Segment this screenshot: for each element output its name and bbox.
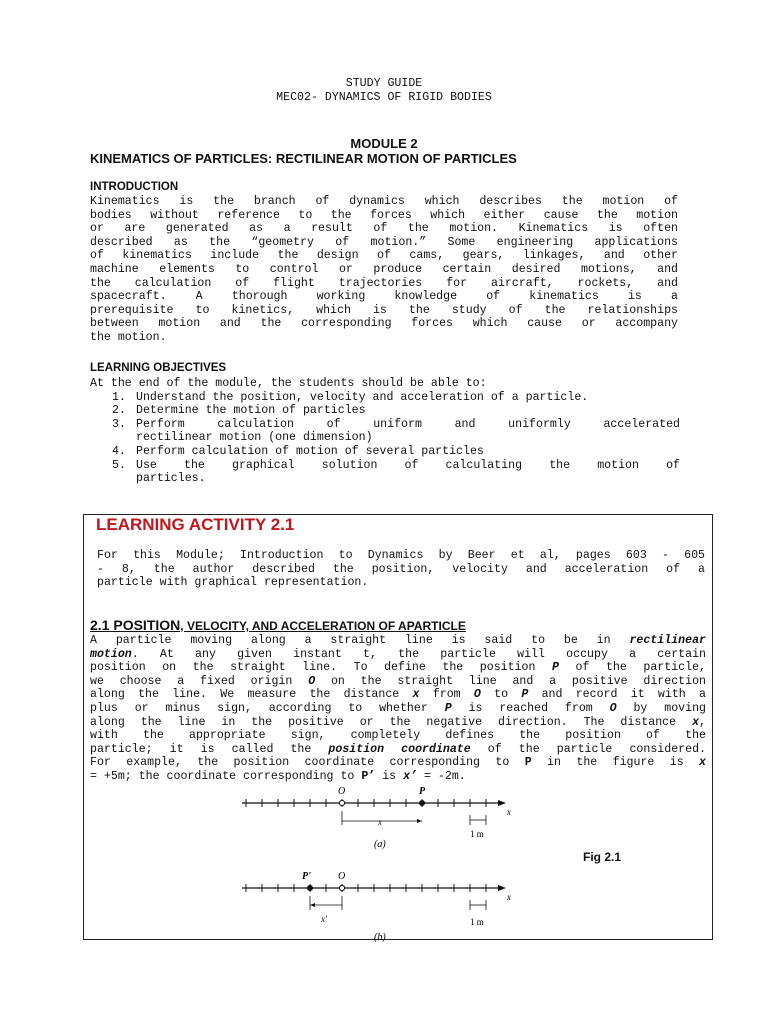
paragraph-line: spacecraft. A thorough working knowledge of kinematics is a [90,290,678,304]
panel-a [242,786,511,850]
panel-a-label: (a) [374,839,386,850]
module-title: MODULE 2 [350,136,418,151]
body-line: along the line in the positive or the negative direction. The distance x, [90,715,706,729]
section-title [90,617,466,633]
learning-activity-intro [97,549,705,590]
objective-text: particles. [136,472,206,486]
body-line: For example, the position coordinate corresponding to P in the figure is x [90,756,707,770]
body-line: along the line. We measure the distance x from O to P and record it with a [90,688,706,702]
particle-p-prime-marker [307,885,313,891]
paragraph-line: of kinematics include the design of cams, gears, linkages, and other [90,249,678,263]
objectives-lead: At the end of the module, the students should be able to: [90,377,487,390]
panel-b [242,871,511,943]
particle-p-marker [419,800,425,806]
dim-arrow-icon [417,819,422,823]
origin-label: O [338,871,346,882]
axis-arrow-icon [498,800,506,806]
objective-item [90,459,680,486]
scale-label-a: 1 m [470,829,484,839]
objectives-heading: LEARNING OBJECTIVES [90,362,227,374]
origin-label: O [338,786,346,797]
section-body [90,634,706,784]
paragraph-line: prerequisite to kinetics, which is the study of the relationships [90,303,678,317]
objective-text: Perform calculation of motion of several particles [136,444,484,458]
objectives-list [90,391,680,486]
objective-text: Perform calculation of uniform and uniformly accelerated [136,417,680,431]
objective-item [90,391,680,405]
panel-b-label: (b) [374,932,386,943]
distance-x-label: x [378,817,382,827]
objective-text: Determine the motion of particles [136,404,366,418]
section-title-part-3: VELOCITY, AND ACCELERATION OF APARTICLE [186,619,466,633]
body-line: position on the straight line. To define the position P of the particle, [90,661,706,675]
objective-number: 3. [112,417,126,431]
paragraph-line: the motion. [90,330,167,344]
activity-intro-line: - 8, the author described the position, velocity and acceleration of a [97,562,705,576]
section-title-part-1: POSITION [113,617,181,633]
origin-marker [339,885,344,890]
objective-text: rectilinear motion (one dimension) [136,431,373,445]
introduction-paragraph [90,195,678,345]
objective-number: 5. [112,458,126,472]
activity-intro-line: particle with graphical representation. [97,576,369,590]
objective-number: 2. [112,404,126,418]
objective-number: 1. [112,390,126,404]
objective-item [90,404,680,418]
point-p-label: P [419,786,426,797]
dim-arrow-icon [310,903,315,907]
figure-2-1 [236,785,526,950]
body-line: particle; it is called the position coordinate of the particle considered. [90,742,706,756]
document-header [0,77,768,105]
activity-intro-line: For this Module; Introduction to Dynamics by Beer et al, pages 603 - 605 [97,549,705,562]
header-line-1: STUDY GUIDE [345,77,423,90]
body-line: motion. At any given instant t, the particle will occupy a certain [90,647,706,661]
module-subtitle: KINEMATICS OF PARTICLES: RECTILINEAR MOTION OF PARTICLES [90,151,517,166]
objectives-block [90,377,680,486]
body-line: plus or minus sign, according to whether P is reached from O by moving [90,701,706,715]
paragraph-line: described as the “geometry of motion.” Some engineering applications [90,235,678,249]
paragraph-line: the calculation of flight trajectories for aircraft, rockets, and [90,276,678,290]
paragraph-line: bodies without reference to the forces which either cause the motion [90,208,678,222]
body-line: with the appropriate sign, completely defines the position of the [90,729,706,743]
axis-label-a: x [507,807,511,817]
body-line: A particle moving along a straight line is said to be in rectilinear [90,634,706,647]
number-line-figure [236,785,526,945]
section-number: 2.1 [90,617,110,633]
body-line: we choose a fixed origin O on the straight line and a positive direction [90,674,706,688]
scale-label-b: 1 m [470,917,484,927]
axis-label-b: x [507,892,511,902]
section-title-part-2: , [180,619,187,633]
objective-item [90,418,680,445]
body-line: = +5m; the coordinate corresponding to P’ is x’ = -2m. [90,769,466,783]
introduction-heading: INTRODUCTION [90,181,179,193]
objective-text: Understand the position, velocity and acceleration of a particle. [136,390,589,404]
objective-number: 4. [112,444,126,458]
axis-arrow-icon [498,885,506,891]
objective-text: Use the graphical solution of calculating the motion of [136,458,680,472]
paragraph-line: or are generated as a result of the motion. Kinematics is often [90,222,678,236]
learning-activity-title: LEARNING ACTIVITY 2.1 [96,515,295,534]
distance-x-prime-label: x' [321,914,327,924]
figure-caption: Fig 2.1 [583,850,622,864]
origin-marker [339,800,344,805]
header-line-2: MEC02- DYNAMICS OF RIGID BODIES [276,91,492,104]
paragraph-line: between motion and the corresponding forces which cause or accompany [90,317,678,331]
paragraph-line: Kinematics is the branch of dynamics which describes the motion of [90,195,678,208]
point-p-prime-label: P' [302,871,311,882]
objective-item [90,445,680,459]
paragraph-line: machine elements to control or produce certain desired motions, and [90,262,678,276]
